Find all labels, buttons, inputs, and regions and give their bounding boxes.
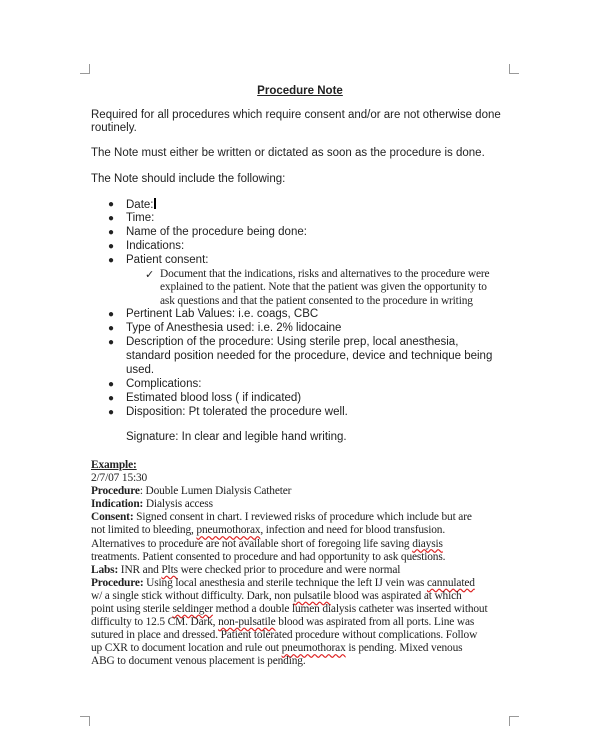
text-segment: treatments. Patient consented to procedure and had opportunity to ask questions. <box>91 550 446 563</box>
field-label: Procedure <box>91 485 140 498</box>
example-line <box>91 603 488 615</box>
checkmark-icon: ✓ <box>145 269 155 281</box>
text-segment: Using local anesthesia and sterile technique the left IJ vein was <box>143 576 427 589</box>
text-segment: blood was aspirated at which <box>330 589 462 602</box>
example-line <box>91 629 477 641</box>
bullet-dot-icon: ● <box>108 392 115 404</box>
text-segment: : Double Lumen Dialysis Catheter <box>139 485 292 498</box>
field-label: Consent: <box>91 511 134 524</box>
text-segment: , infection and need for blood transfusion. <box>260 524 446 537</box>
text-cursor <box>154 198 156 209</box>
text-segment: INR and <box>118 563 162 576</box>
corner-mark-top-right <box>509 64 519 74</box>
bullet-dot-icon: ● <box>108 213 115 224</box>
bullet-item-text: standard position needed for the procedure, device and technique being <box>126 349 493 362</box>
example-line <box>91 472 147 484</box>
field-label: Procedure: <box>91 576 144 589</box>
text-segment: difficulty to 12.5 CM. Dark, <box>91 616 219 629</box>
bullet-dot-icon: ● <box>108 199 115 210</box>
text-segment: not limited to bleeding, <box>91 524 197 537</box>
text-segment: Signed consent in chart. I reviewed risks of procedure which include but are <box>133 511 472 524</box>
text-segment: is pending. Mixed venous <box>345 642 463 655</box>
bullet-item-text: Name of the procedure being done: <box>126 226 307 238</box>
bullet-dot-icon: ● <box>108 322 115 334</box>
intro-paragraph-line: The Note must either be written or dictated as soon as the procedure is done. <box>91 147 485 159</box>
bullet-dot-icon: ● <box>108 241 115 252</box>
example-line <box>91 564 400 576</box>
example-line <box>91 498 213 510</box>
example-line <box>91 551 445 563</box>
bullet-item-text: used. <box>126 363 155 376</box>
bullet-dot-icon: ● <box>108 227 115 238</box>
misspelled-word: seldinger <box>172 603 213 615</box>
bullet-item-text: Disposition: Pt tolerated the procedure well. <box>126 405 348 418</box>
misspelled-word: cannulated <box>426 576 475 589</box>
misspelled-word: non-pulsatile <box>218 616 276 629</box>
text-segment: ABG to document venous placement is pending. <box>91 655 306 668</box>
field-label: Indication: <box>91 498 144 511</box>
misspelled-word: Plts <box>161 563 178 576</box>
example-line <box>91 655 306 667</box>
example-line <box>91 538 443 550</box>
example-heading: Example: <box>91 459 137 471</box>
text-segment: were checked prior to procedure and were normal <box>177 563 401 576</box>
bullet-dot-icon: ● <box>108 255 115 266</box>
bullet-dot-icon: ● <box>108 336 115 348</box>
bullet-item-text: Pertinent Lab Values: i.e. coags, CBC <box>126 307 319 320</box>
example-line <box>91 524 445 536</box>
text-segment: w/ a single stick without difficulty. Dark, non <box>91 589 294 602</box>
text-segment: Alternatives to procedure are not available short of foregoing life saving <box>91 537 413 550</box>
example-line <box>91 577 475 589</box>
text-segment: up CXR to document location and rule out <box>91 642 282 655</box>
sub-bullet-text: explained to the patient. Note that the patient was given the opportunity to <box>160 281 487 294</box>
example-line <box>91 485 291 497</box>
text-segment: method a double lumen dialysis catheter was inserted without <box>212 603 488 615</box>
text-segment: Dialysis access <box>143 498 213 511</box>
bullet-item-text: Indications: <box>126 240 185 252</box>
intro-paragraph-line: routinely. <box>91 122 137 134</box>
intro-paragraph-line: Required for all procedures which require consent and/or are not otherwise done <box>91 109 501 121</box>
misspelled-word: pneumothorax <box>281 642 346 655</box>
example-line <box>91 642 462 654</box>
text-segment: sutured in place and dressed. Patient tolerated procedure without complications. Follow <box>91 629 478 642</box>
page-title: Procedure Note <box>257 85 343 97</box>
bullet-item-text: Time: <box>126 212 155 224</box>
bullet-item-text: Estimated blood loss ( if indicated) <box>126 391 302 404</box>
signature-instruction: Signature: In clear and legible hand writing. <box>126 431 347 443</box>
field-label: Labs: <box>91 563 119 576</box>
corner-mark-bottom-right <box>509 716 519 726</box>
misspelled-word: pneumothorax <box>196 524 261 537</box>
example-line <box>91 511 472 523</box>
sub-bullet-text: ask questions and that the patient consented to the procedure in writing <box>160 294 473 307</box>
text-segment: 2/7/07 15:30 <box>91 472 148 484</box>
corner-mark-top-left <box>80 64 90 74</box>
example-line <box>91 590 462 602</box>
sub-bullet-text: Document that the indications, risks and alternatives to the procedure were <box>160 268 490 280</box>
intro-paragraph-line: The Note should include the following: <box>91 173 286 185</box>
misspelled-word: diaysis <box>412 537 443 550</box>
bullet-item-text: Description of the procedure: Using sterile prep, local anesthesia, <box>126 335 459 348</box>
example-line <box>91 616 474 628</box>
text-segment: blood was aspirated from all ports. Line was <box>275 616 475 629</box>
misspelled-word: pulsatile <box>293 589 331 602</box>
text-segment: point using sterile <box>91 603 173 615</box>
bullet-item-text: Patient consent: <box>126 254 209 266</box>
bullet-dot-icon: ● <box>108 378 115 390</box>
bullet-item-text: Type of Anesthesia used: i.e. 2% lidocaine <box>126 321 342 334</box>
corner-mark-bottom-left <box>80 716 90 726</box>
bullet-dot-icon: ● <box>108 406 115 418</box>
bullet-dot-icon: ● <box>108 308 115 320</box>
bullet-item-text: Complications: <box>126 377 202 390</box>
bullet-item-text: Date: <box>126 199 154 211</box>
